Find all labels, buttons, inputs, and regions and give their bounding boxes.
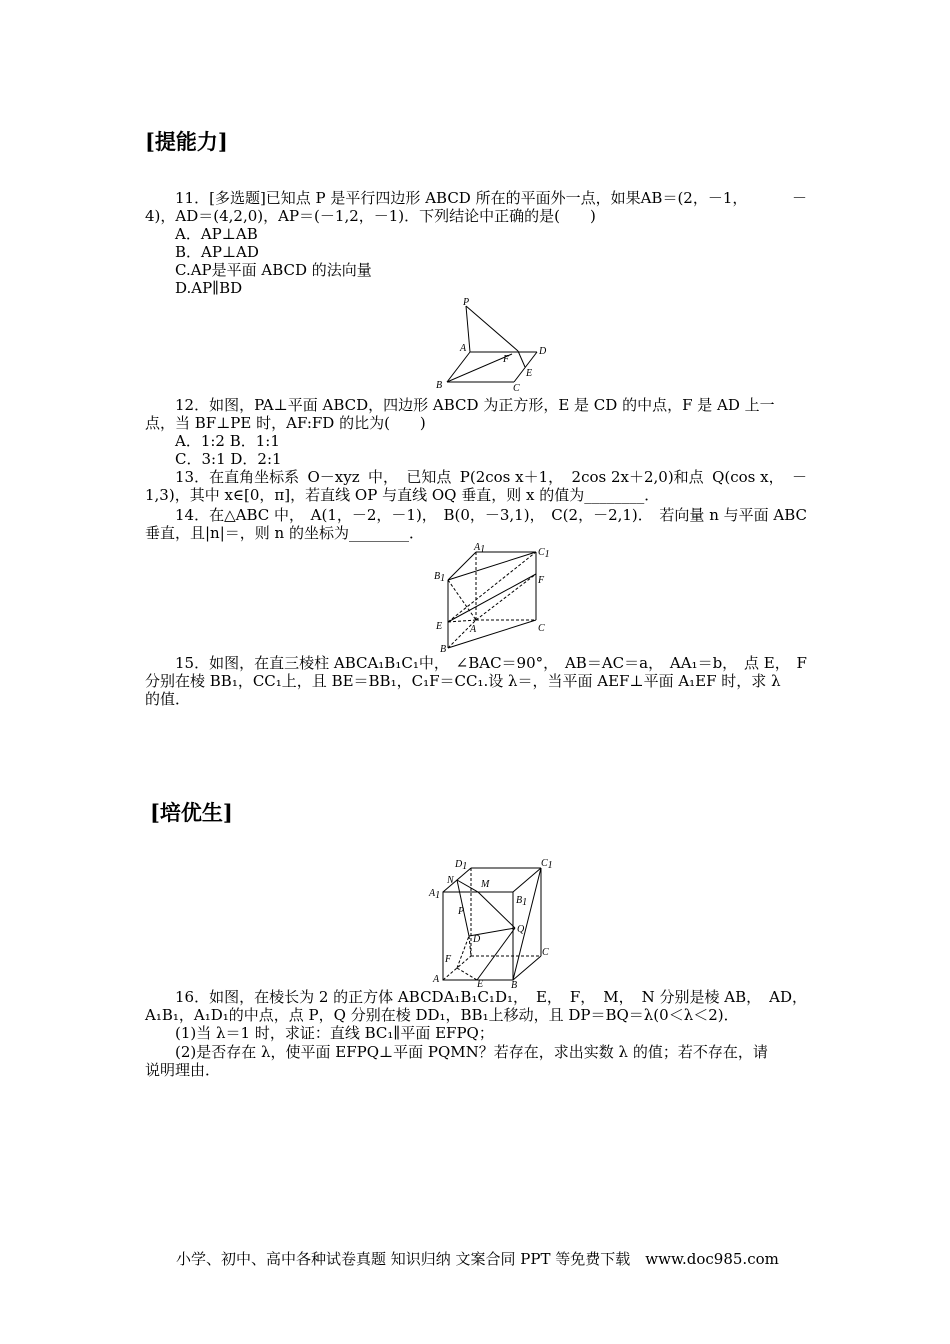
fig1-label-c: C xyxy=(513,383,520,394)
fig2-label-a1: A1 xyxy=(474,542,486,555)
q11-line1 xyxy=(175,189,807,207)
q16-w1: E， xyxy=(535,988,562,1006)
q16-line2: A₁B₁，A₁D₁的中点，点 P，Q 分别在棱 DD₁，BB₁上移动，且 DP＝BQ＝λ(0＜λ＜2)． xyxy=(145,1006,739,1024)
q15-w3: AA₁＝b， xyxy=(669,654,738,672)
q12-line1 xyxy=(175,396,807,414)
q11-option-c: C.AP是平面 ABCD 的法向量 xyxy=(175,261,372,279)
fig3-label-b: B xyxy=(511,980,518,988)
fig2-label-c: C xyxy=(538,623,545,634)
fig3-label-a: A xyxy=(433,974,440,985)
fig3-label-c1: C1 xyxy=(541,858,553,871)
section-title-peiyousheng: [培优生] xyxy=(150,800,233,825)
q16-w5: AD， xyxy=(769,988,807,1006)
q14-w1: A(1，－2，－1)， xyxy=(310,506,437,524)
q12-options-row1: A．1:2 B．1:1 xyxy=(175,432,280,450)
q15-w5: F xyxy=(796,654,807,672)
fig1-label-a: A xyxy=(460,343,467,354)
fig3-label-c: C xyxy=(542,947,549,958)
q11-line2: 4)，AD＝(4,2,0)，AP＝(－1,2，－1)．下列结论中正确的是( ) xyxy=(145,207,596,225)
q13-w7: － xyxy=(791,468,807,486)
q11-option-a: A．AP⊥AB xyxy=(175,225,258,243)
q13-w6: Q(cos x， xyxy=(712,468,784,486)
fig3-label-d: D xyxy=(473,934,481,945)
q13-w2: 中， xyxy=(367,468,398,486)
q16-w3: M， xyxy=(603,988,634,1006)
fig3-label-q: Q xyxy=(517,924,525,935)
fig2-label-a: A xyxy=(470,624,477,635)
figure-cube xyxy=(425,856,555,988)
q12-line1-text: 12．如图，PA⊥平面 ABCD，四边形 ABCD 为正方形，E 是 CD 的中点，F 是 AD 上一 xyxy=(175,396,775,414)
fig1-label-e: E xyxy=(526,368,533,379)
q11-option-b: B．AP⊥AD xyxy=(175,243,259,261)
q15-w2: AB＝AC＝a， xyxy=(564,654,664,672)
q11-line1-text: 11．[多选题]已知点 P 是平行四边形 ABCD 所在的平面外一点，如果AB＝(2，－1， xyxy=(175,189,748,207)
q11-line1-end: － xyxy=(791,189,807,207)
q14-w0: 14．在△ABC 中， xyxy=(175,506,305,524)
q16-w0: 16．如图，在棱长为 2 的正方体 ABCDA₁B₁C₁D₁， xyxy=(175,988,528,1006)
q13-line2: 1,3)，其中 x∈[0，π]，若直线 OP 与直线 OQ 垂直，则 x 的值为________． xyxy=(145,486,660,504)
q12-options-row2: C．3:1 D．2:1 xyxy=(175,450,282,468)
fig2-label-b1: B1 xyxy=(434,571,446,584)
q13-w0: 13．在直角坐标系 xyxy=(175,468,300,486)
fig1-label-f: F xyxy=(503,354,510,365)
q13-w3: 已知点 xyxy=(406,468,452,486)
q15-w0: 15．如图，在直三棱柱 ABCA₁B₁C₁中， xyxy=(175,654,449,672)
q13-w4: P(2cos x＋1， xyxy=(459,468,564,486)
q13-line1 xyxy=(175,468,807,486)
page-footer: 小学、初中、高中各种试卷真题 知识归纳 文案合同 PPT 等免费下载 www.doc985.com xyxy=(176,1250,779,1268)
q13-w5: 2cos 2x＋2,0)和点 xyxy=(571,468,704,486)
q15-w1: ∠BAC＝90°， xyxy=(455,654,559,672)
q16-w4: N 分别是棱 AB， xyxy=(641,988,762,1006)
q15-line1 xyxy=(175,654,807,672)
q13-w1: O－xyz xyxy=(307,468,360,486)
fig3-label-d1: D1 xyxy=(455,859,468,872)
fig2-label-b: B xyxy=(440,644,447,652)
q11-option-d: D.AP∥BD xyxy=(175,279,243,297)
fig3-label-b1: B1 xyxy=(516,895,528,908)
q15-line2: 分别在棱 BB₁，CC₁上，且 BE＝BB₁，C₁F＝CC₁.设 λ＝，当平面 AEF⊥平面 A₁EF 时，求 λ xyxy=(145,672,781,690)
section-title-tinengli: [提能力] xyxy=(145,129,228,154)
fig3-label-p: P xyxy=(458,906,465,917)
fig2-label-e: E xyxy=(436,621,443,632)
figure-pyramid xyxy=(430,298,560,394)
figure-prism xyxy=(430,540,560,652)
q14-line1 xyxy=(175,506,807,524)
fig1-label-p: P xyxy=(463,298,470,308)
fig3-label-m: M xyxy=(481,879,490,890)
q16-line1 xyxy=(175,988,807,1006)
q14-line2: 垂直，且|n|＝，则 n 的坐标为________． xyxy=(145,524,424,542)
q16-part2-line1: (2)是否存在 λ，使平面 EFPQ⊥平面 PQMN？若存在，求出实数 λ 的值；若不存在，请 xyxy=(175,1043,768,1061)
q16-part1: (1)当 λ＝1 时，求证：直线 BC₁∥平面 EFPQ； xyxy=(175,1024,494,1042)
fig3-label-f: F xyxy=(445,954,452,965)
q15-line3: 的值． xyxy=(145,690,191,708)
q14-w2: B(0，－3,1)， xyxy=(443,506,545,524)
fig3-label-a1: A1 xyxy=(429,888,441,901)
fig1-label-b: B xyxy=(436,380,443,391)
fig2-label-c1: C1 xyxy=(538,547,550,560)
q16-w2: F， xyxy=(569,988,596,1006)
q14-w4: 若向量 n 与平面 ABC xyxy=(659,506,807,524)
q15-w4: 点 E， xyxy=(743,654,790,672)
q16-part2-line2: 说明理由． xyxy=(145,1061,221,1079)
q12-line2: 点，当 BF⊥PE 时，AF:FD 的比为( ) xyxy=(145,414,426,432)
q14-w3: C(2，－2,1)． xyxy=(551,506,653,524)
fig3-label-n: N xyxy=(447,875,454,886)
fig3-label-e: E xyxy=(477,979,484,988)
fig2-label-f: F xyxy=(538,575,545,586)
fig1-label-d: D xyxy=(539,346,547,357)
